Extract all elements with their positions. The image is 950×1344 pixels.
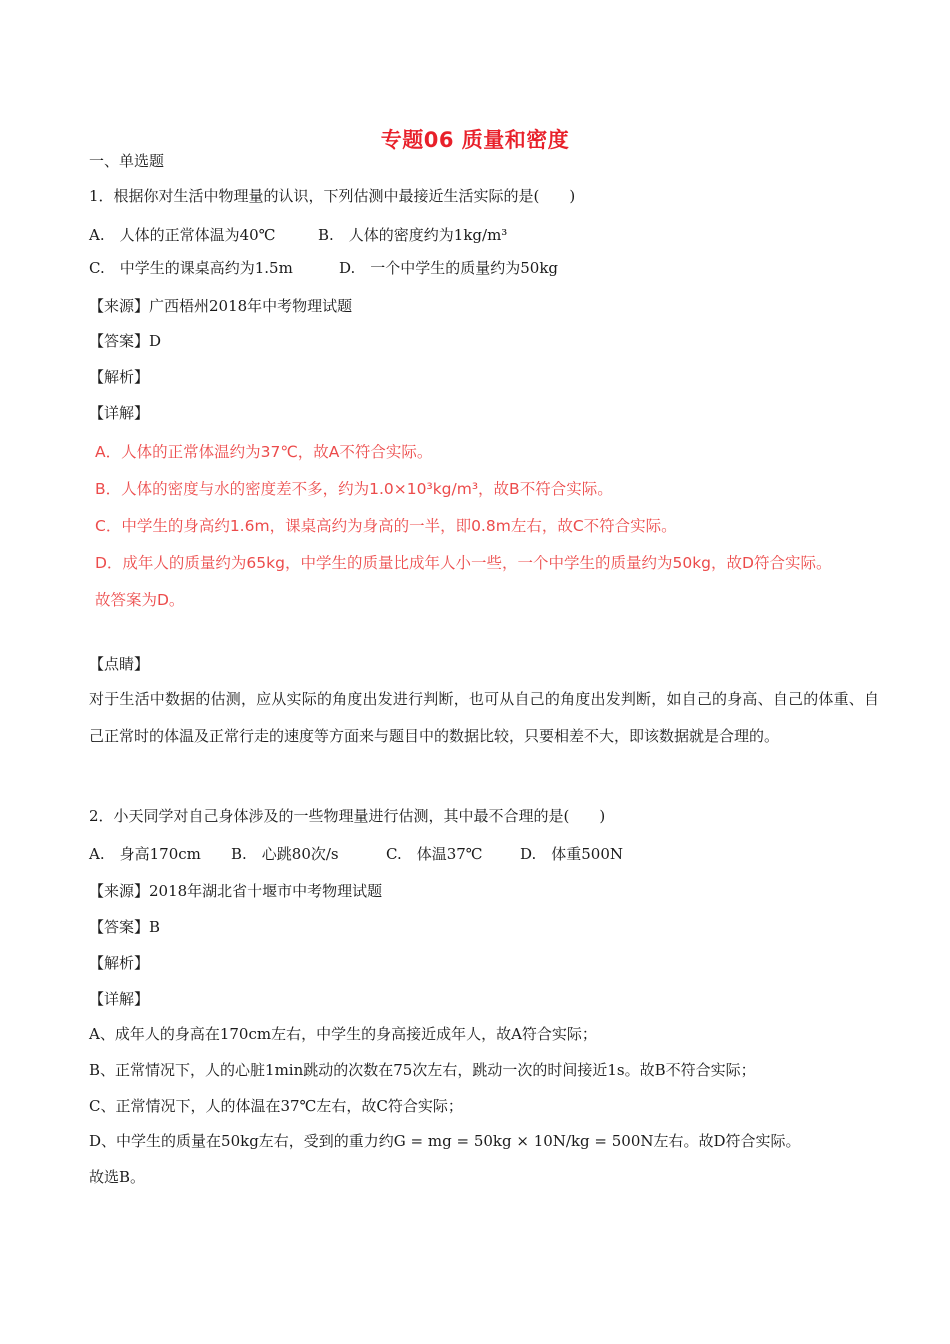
q1-option-c: C. 中学生的课桌高约为1.5m [89, 259, 293, 277]
q2-option-c: C. 体温37℃ [386, 845, 483, 863]
q1-analysis-label: 【解析】 [89, 368, 150, 386]
q1-explanation-c: C．中学生的身高约1.6m，课桌高约为身高的一半，即0.8m左右，故C不符合实际。 [95, 517, 677, 535]
q1-detail-label: 【详解】 [89, 404, 150, 422]
q2-options-row [89, 844, 623, 864]
q2-answer: 【答案】B [89, 918, 161, 936]
q2-option-a: A. 身高170cm [89, 845, 201, 863]
q1-source: 【来源】广西梧州2018年中考物理试题 [89, 297, 353, 315]
q2-stem: 2．小天同学对自己身体涉及的一些物理量进行估测，其中最不合理的是( ) [89, 807, 606, 825]
q2-explanation-b: B、正常情况下，人的心脏1min跳动的次数在75次左右，跳动一次的时间接近1s。故B不符合实际； [89, 1061, 756, 1079]
q1-explanation-b: B．人体的密度与水的密度差不多，约为1.0×10³kg/m³，故B不符合实际。 [95, 480, 613, 498]
q2-option-b: B. 心跳80次/s [231, 845, 339, 863]
q2-explanation-a: A、成年人的身高在170cm左右，中学生的身高接近成年人，故A符合实际； [89, 1025, 597, 1043]
q1-options-row2 [89, 258, 558, 278]
q1-stem: 1．根据你对生活中物理量的认识，下列估测中最接近生活实际的是( ) [89, 187, 576, 205]
q1-conclusion: 故答案为D。 [95, 591, 185, 609]
q1-option-a: A. 人体的正常体温为40℃ [89, 226, 276, 244]
q1-answer: 【答案】D [89, 332, 162, 350]
q1-tip-text: 对于生活中数据的估测，应从实际的角度出发进行判断，也可从自己的角度出发判断，如自己的身高、自己的体重、自己正常时的体温及正常行走的速度等方面来与题目中的数据比较，只要相差不大，即该数据就是合理的。 [89, 690, 879, 745]
q2-option-d: D. 体重500N [520, 845, 624, 863]
q1-explanation-d: D．成年人的质量约为65kg，中学生的质量比成年人小一些，一个中学生的质量约为50kg，故D符合实际。 [95, 554, 832, 572]
section-heading: 一、单选题 [89, 152, 165, 170]
q2-detail-label: 【详解】 [89, 990, 150, 1008]
document-title: 专题06 质量和密度 [380, 128, 570, 152]
q2-source: 【来源】2018年湖北省十堰市中考物理试题 [89, 882, 383, 900]
q1-option-d: D. 一个中学生的质量约为50kg [339, 259, 559, 277]
q1-explanation-a: A．人体的正常体温约为37℃，故A不符合实际。 [95, 443, 433, 461]
q2-explanation-d: D、中学生的质量在50kg左右，受到的重力约G = mg = 50kg × 10N/kg = 500N左右。故D符合实际。 [89, 1132, 801, 1150]
q2-analysis-label: 【解析】 [89, 954, 150, 972]
q2-conclusion: 故选B。 [89, 1168, 146, 1186]
q1-tip-label: 【点睛】 [89, 655, 150, 673]
q1-options-row1 [89, 225, 507, 245]
q2-explanation-c: C、正常情况下，人的体温在37℃左右，故C符合实际； [89, 1097, 463, 1115]
q1-option-b: B. 人体的密度约为1kg/m³ [318, 226, 508, 244]
